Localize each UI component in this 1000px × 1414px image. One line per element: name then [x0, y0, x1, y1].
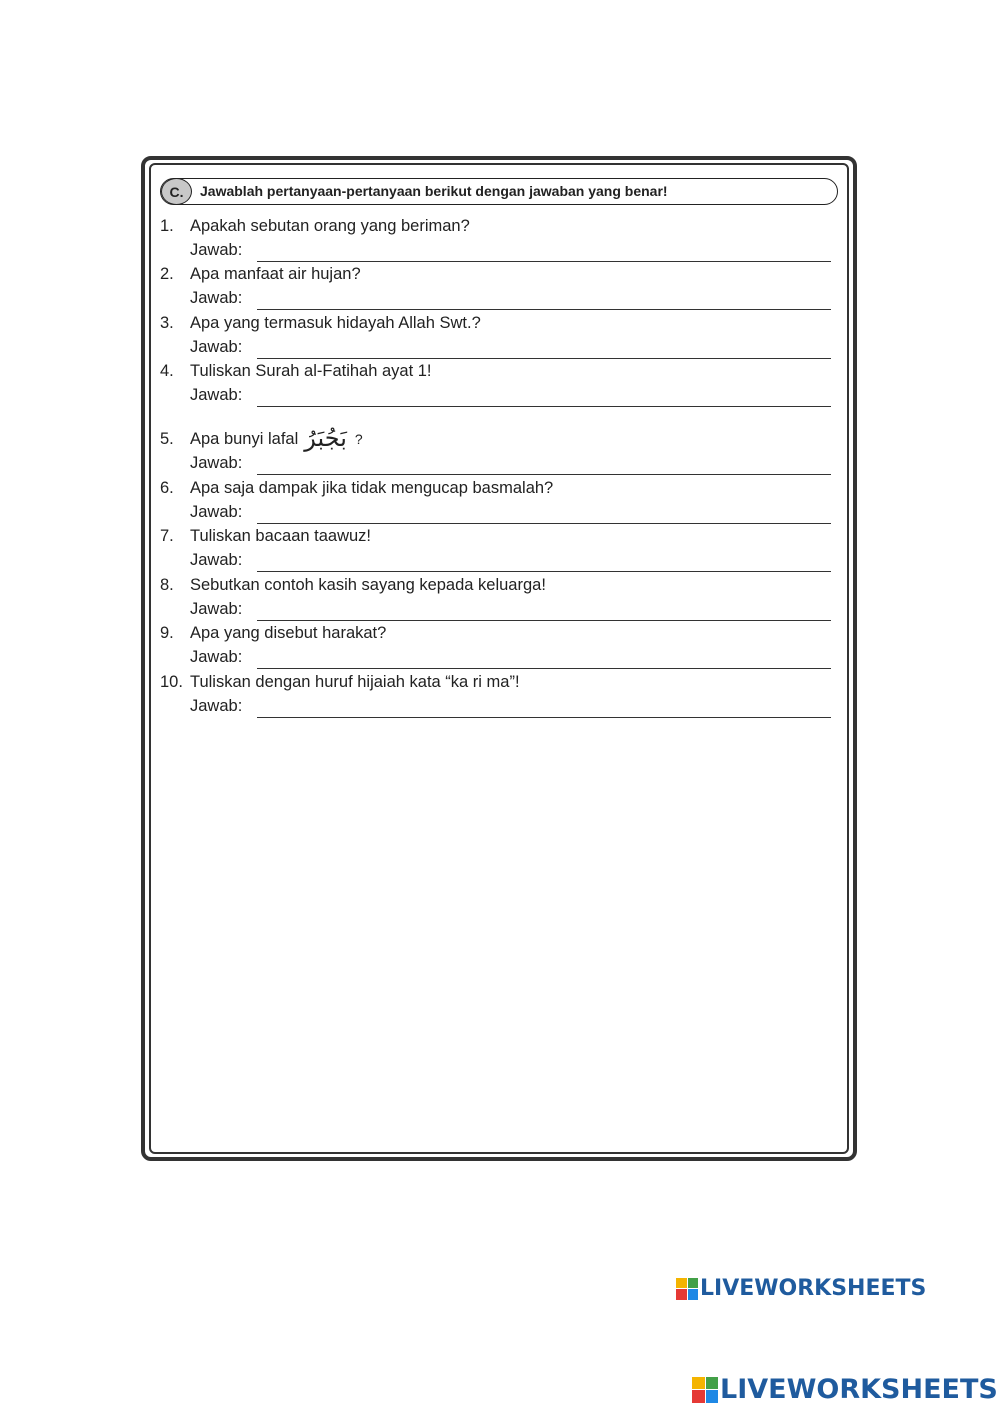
answer-label: Jawab:	[190, 338, 243, 356]
question-number: 6.	[160, 479, 174, 497]
question-4	[0, 360, 1000, 408]
question-text: Apa yang disebut harakat?	[190, 624, 387, 642]
question-text-main: Apa bunyi lafal	[190, 430, 299, 448]
brand-text: LIVEWORKSHEETS	[720, 1374, 998, 1405]
question-number: 3.	[160, 314, 174, 332]
question-number: 10.	[160, 673, 183, 691]
question-text: Sebutkan contoh kasih sayang kepada keluarga!	[190, 576, 546, 594]
answer-label: Jawab:	[190, 551, 243, 569]
answer-label: Jawab:	[190, 600, 243, 618]
question-5	[0, 424, 1000, 476]
question-number: 7.	[160, 527, 174, 545]
answer-label: Jawab:	[190, 289, 243, 307]
question-number: 9.	[160, 624, 174, 642]
question-mark: ?	[354, 431, 363, 447]
question-text: Tuliskan bacaan taawuz!	[190, 527, 371, 545]
answer-input[interactable]	[257, 699, 831, 718]
section-instruction: Jawablah pertanyaan-pertanyaan berikut dengan jawaban yang benar!	[200, 183, 668, 199]
answer-label: Jawab:	[190, 503, 243, 521]
answer-label: Jawab:	[190, 241, 243, 259]
question-2	[0, 263, 1000, 311]
question-text	[190, 424, 363, 452]
answer-input[interactable]	[257, 553, 831, 572]
question-text: Apa saja dampak jika tidak mengucap basmalah?	[190, 479, 554, 497]
question-number: 8.	[160, 576, 174, 594]
answer-label: Jawab:	[190, 697, 243, 715]
question-3	[0, 312, 1000, 360]
question-8	[0, 574, 1000, 622]
question-text: Apa yang termasuk hidayah Allah Swt.?	[190, 314, 481, 332]
liveworksheets-logo	[676, 1276, 926, 1301]
question-text: Tuliskan Surah al-Fatihah ayat 1!	[190, 362, 432, 380]
answer-input[interactable]	[257, 243, 831, 262]
answer-input[interactable]	[257, 456, 831, 475]
answer-input[interactable]	[257, 505, 831, 524]
question-10	[0, 671, 1000, 719]
answer-input[interactable]	[257, 650, 831, 669]
question-number: 1.	[160, 217, 174, 235]
section-badge: C.	[161, 178, 192, 205]
question-number: 2.	[160, 265, 174, 283]
question-number: 5.	[160, 430, 174, 448]
answer-input[interactable]	[257, 291, 831, 310]
arabic-word: بَجُبَرُ	[304, 424, 347, 452]
answer-input[interactable]	[257, 602, 831, 621]
answer-label: Jawab:	[190, 454, 243, 472]
answer-input[interactable]	[257, 388, 831, 407]
answer-label: Jawab:	[190, 386, 243, 404]
answer-label: Jawab:	[190, 648, 243, 666]
brand-text: LIVEWORKSHEETS	[700, 1276, 927, 1301]
liveworksheets-logo-icon	[692, 1377, 718, 1403]
question-text: Apa manfaat air hujan?	[190, 265, 361, 283]
question-6	[0, 477, 1000, 525]
question-text: Tuliskan dengan huruf hijaiah kata “ka ri ma”!	[190, 673, 520, 691]
question-1	[0, 215, 1000, 263]
question-9	[0, 622, 1000, 670]
answer-input[interactable]	[257, 340, 831, 359]
liveworksheets-logo-footer	[692, 1374, 998, 1405]
liveworksheets-logo-icon	[676, 1278, 698, 1300]
question-text: Apakah sebutan orang yang beriman?	[190, 217, 470, 235]
question-7	[0, 525, 1000, 573]
question-number: 4.	[160, 362, 174, 380]
